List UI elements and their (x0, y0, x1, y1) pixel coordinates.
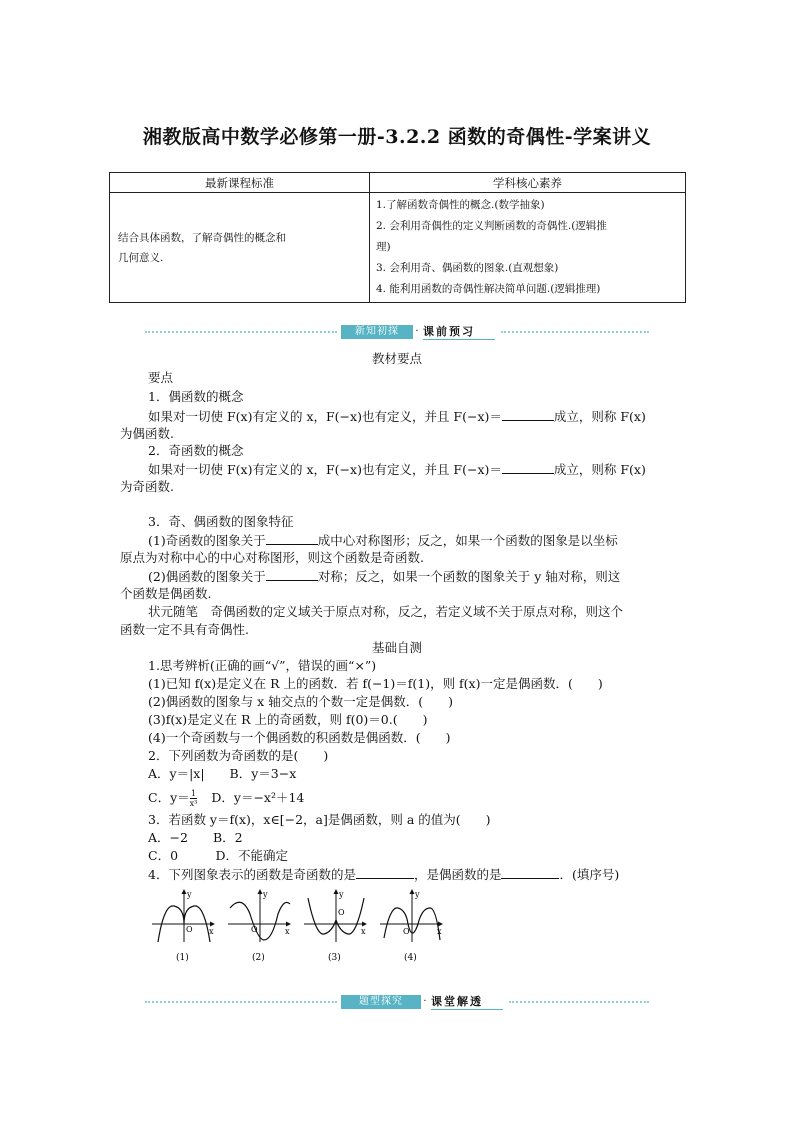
tip-note-end: 函数一定不具有奇偶性. (120, 622, 249, 637)
points-label: 要点 (148, 370, 174, 385)
text: 如果对一切使 (148, 409, 227, 424)
axis-x-label: x (361, 927, 366, 936)
origin-label: O (186, 925, 193, 934)
odd-graph-feature (148, 532, 618, 549)
fraction-denominator: x³ (189, 799, 198, 808)
option-d: D．y＝−x²＋14 (211, 790, 305, 805)
text: 有定义的 x，F(−x)也有定义，并且 F(−x)＝ (252, 462, 502, 477)
banner-divider (145, 331, 337, 333)
question-1-item: (2)偶函数的图象与 x 轴交点的个数一定是偶数．( ) (148, 694, 453, 709)
axis-y-label: y (415, 890, 420, 899)
graph-1 (152, 890, 214, 963)
question-3: 3．若函数 y＝f(x)，x∈[−2，a]是偶函数，则 a 的值为( ) (148, 812, 491, 827)
graph-label: (3) (328, 953, 341, 963)
self-test-heading: 基础自测 (371, 640, 422, 655)
banner-separator: · (423, 996, 427, 1007)
literacy-item: 1.了解函数奇偶性的概念.(数学抽象) (376, 199, 545, 211)
graph-4 (380, 890, 442, 963)
text: F(x) (226, 409, 253, 424)
odd-heading: 2．奇函数的概念 (148, 443, 244, 458)
even-graph-feature (148, 568, 620, 585)
fill-blank[interactable] (266, 532, 318, 545)
question-1-item: (1)已知 f(x)是定义在 R 上的函数．若 f(−1)＝f(1)，则 f(x)一定是偶函数．( ) (148, 676, 603, 691)
fraction (190, 789, 198, 808)
graph-label: (1) (176, 953, 189, 963)
literacy-item: 3. 会利用奇、偶函数的图象.(直观想象) (376, 262, 559, 274)
standard-line: 几何意义. (118, 251, 164, 264)
function-graphs (150, 884, 450, 964)
graph-label: (2) (252, 953, 265, 963)
banner-divider (501, 331, 649, 333)
even-definition-end: 为偶函数. (120, 426, 174, 441)
question-3-options-ab: A．−2 B．2 (148, 830, 243, 845)
text: (1)奇函数的图象关于 (148, 533, 266, 548)
text: 有定义的 x，F(−x)也有定义，并且 F(−x)＝ (252, 409, 502, 424)
tip-note: 状元随笔 奇偶函数的定义域关于原点对称，反之，若定义域不关于原点对称，则这个 (148, 604, 624, 619)
origin-label: O (338, 908, 345, 917)
literacy-cell (370, 193, 686, 303)
axis-y-label: y (187, 890, 192, 899)
origin-label: O (403, 927, 410, 936)
banner-tag: 新知初探 (341, 325, 413, 339)
banner-tag: 题型探究 (341, 995, 421, 1009)
literacy-item: 2. 会利用奇偶性的定义判断函数的奇偶性.(逻辑推 (376, 220, 607, 232)
fraction-numerator: 1 (190, 789, 197, 798)
graph-features-heading: 3．奇、偶函数的图象特征 (148, 514, 294, 529)
banner-divider (145, 1001, 337, 1003)
standard-line: 结合具体函数，了解奇偶性的概念和 (118, 231, 286, 244)
section-heading: 教材要点 (371, 351, 422, 366)
text: ，是偶函数的是 (413, 867, 502, 882)
standard-cell (110, 193, 370, 303)
graphs-svg (150, 884, 450, 964)
text: 成中心对称图形；反之，如果一个函数的图象是以坐标 (317, 533, 618, 548)
fill-blank[interactable] (501, 866, 559, 879)
text: 如果对一切使 (148, 462, 227, 477)
text: ．(填序号) (559, 867, 620, 882)
axis-y-label: y (339, 890, 344, 899)
axis-x-label: x (437, 927, 442, 936)
literacy-item: 理) (376, 241, 391, 253)
graph-2 (228, 890, 290, 963)
question-1-item: (3)f(x)是定义在 R 上的奇函数，则 f(0)＝0.( ) (148, 712, 428, 727)
even-graph-feature-end: 个函数是偶函数. (120, 586, 212, 601)
fill-blank[interactable] (502, 461, 554, 474)
even-heading: 1．偶函数的概念 (148, 389, 244, 404)
section-banner-preview (145, 325, 649, 339)
banner-separator: · (415, 326, 419, 337)
curriculum-standards-table (109, 172, 686, 303)
even-definition (148, 408, 646, 425)
question-1: 1.思考辨析(正确的画“√”，错误的画“×”) (148, 658, 377, 673)
text: 对称；反之，如果一个函数的图象关于 y 轴对称，则这 (317, 569, 621, 584)
question-3-options-cd: C．0 D．不能确定 (148, 848, 289, 863)
option-c-prefix: C．y＝ (148, 790, 190, 805)
question-2-options-ab: A．y＝|x| B．y＝3−x (148, 766, 297, 781)
fill-blank[interactable] (266, 568, 318, 581)
banner-label: 课前预习 (423, 325, 495, 340)
text: (2)偶函数的图象关于 (148, 569, 266, 584)
table-header-standard: 最新课程标准 (110, 173, 370, 193)
question-1-item: (4)一个奇函数与一个偶函数的积函数是偶函数．( ) (148, 730, 451, 745)
question-2: 2．下列函数为奇函数的是( ) (148, 748, 329, 763)
section-banner-explore (145, 995, 649, 1009)
banner-label: 课堂解透 (431, 995, 503, 1010)
fill-blank[interactable] (502, 408, 554, 421)
graph-3 (304, 890, 366, 963)
odd-graph-feature-end: 原点为对称中心的中心对称图形，则这个函数是奇函数. (120, 550, 424, 565)
axis-x-label: x (285, 927, 290, 936)
axis-y-label: y (263, 890, 268, 899)
page-title: 湘教版高中数学必修第一册-3.2.2 函数的奇偶性-学案讲义 (142, 126, 652, 148)
question-4 (148, 866, 619, 883)
banner-divider (509, 1001, 649, 1003)
question-2-options-cd (148, 789, 304, 808)
text: F(x) (226, 462, 253, 477)
origin-label: O (251, 925, 258, 934)
axis-x-label: x (209, 927, 214, 936)
text: 成立，则称 F(x) (553, 409, 646, 424)
text: 4．下列图象表示的函数是奇函数的是 (148, 867, 356, 882)
table-header-literacy: 学科核心素养 (370, 173, 686, 193)
fill-blank[interactable] (356, 866, 414, 879)
odd-definition (148, 461, 646, 478)
text: 成立，则称 F(x) (553, 462, 646, 477)
graph-label: (4) (404, 953, 417, 963)
odd-definition-end: 为奇函数. (120, 479, 174, 494)
literacy-item: 4. 能利用函数的奇偶性解决简单问题.(逻辑推理) (376, 283, 601, 295)
